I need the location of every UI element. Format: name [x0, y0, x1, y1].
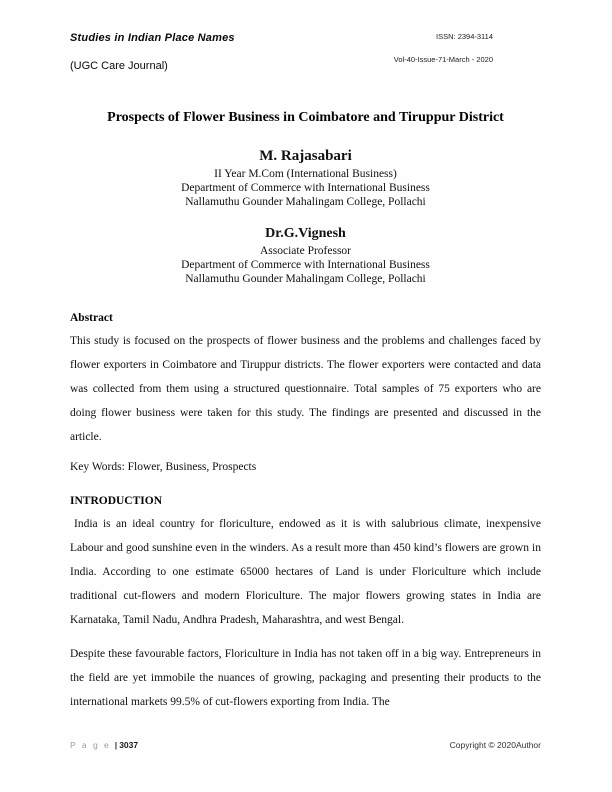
author-detail-line: Nallamuthu Gounder Mahalingam College, Pollachi	[185, 273, 426, 285]
author-block-first	[70, 148, 541, 209]
page-footer	[70, 740, 541, 750]
journal-name: Studies in Indian Place Names	[70, 32, 235, 44]
author-block-second	[70, 226, 541, 286]
volume-issue-text: Vol-40-Issue-71-March - 2020	[393, 55, 493, 64]
introduction-paragraph: India is an ideal country for floriculture, endowed as it is with salubrious climate, inexpensive Labour and good sunshine even in the winders. As a result more than 450 kind’s flowers are grown in India. According to one estimate 65000 hectares of Land is under Floriculture which include traditional cut-flowers and modern Floriculture. The major flowers growing states in India are Karnataka, Tamil Nadu, Andhra Pradesh, Maharashtra, and west Bengal.	[70, 518, 541, 626]
page-separator: |	[114, 740, 118, 750]
author-detail-line: II Year M.Com (International Business)	[214, 168, 397, 180]
journal-subtitle: (UGC Care Journal)	[70, 60, 168, 72]
abstract-paragraph: This study is focused on the prospects of flower business and the problems and challenges faced by flower exporters in Coimbatore and Tiruppur districts. The flower exporters were contacted and data was collected from them using a structured questionnaire. Total samples of 75 exporters who are doing flower business were taken for this study. The findings are presented and discussed in the article.	[70, 335, 541, 443]
issn-text: ISSN: 2394-3114	[436, 32, 493, 41]
author-detail-line: Associate Professor	[259, 245, 352, 257]
author-name: M. Rajasabari	[259, 148, 352, 164]
page-number: 3037	[119, 740, 139, 750]
introduction-heading: INTRODUCTION	[70, 495, 163, 507]
header-right-block	[394, 32, 493, 64]
header-left-block	[70, 32, 235, 72]
author-detail-line: Department of Commerce with International Business	[181, 182, 430, 194]
page-header	[70, 32, 541, 72]
page-label: P a g e	[70, 740, 111, 750]
keywords-line: Key Words: Flower, Business, Prospects	[70, 461, 257, 473]
author-name: Dr.G.Vignesh	[265, 226, 346, 241]
copyright-text: Copyright © 2020Author	[449, 740, 541, 750]
author-detail-line: Department of Commerce with International Business	[181, 259, 430, 271]
abstract-heading: Abstract	[70, 312, 113, 324]
body-paragraph: Despite these favourable factors, Floriculture in India has not taken off in a big way. Entrepreneurs in the field are yet immobile the nuances of growing, packaging and presenting their products to the international markets 99.5% of cut-flowers exporting from India. The	[70, 648, 541, 708]
article-title: Prospects of Flower Business in Coimbatore and Tiruppur District	[107, 110, 504, 125]
footer-page-indicator	[70, 740, 138, 750]
author-detail-line: Nallamuthu Gounder Mahalingam College, Pollachi	[185, 196, 426, 208]
